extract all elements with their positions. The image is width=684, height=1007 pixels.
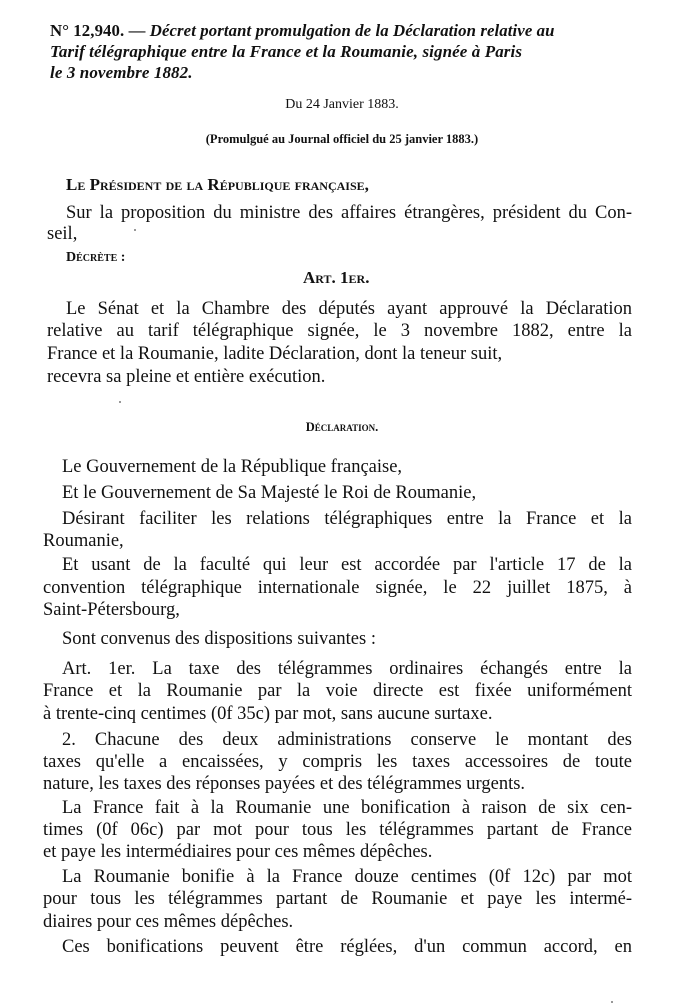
decree-title-line-1 xyxy=(50,22,632,39)
article-line-2: relative au tarif télégraphique signée, le 3 novembre 1882, entre la xyxy=(47,321,632,341)
decree-title-line-3: le 3 novembre 1882. xyxy=(50,63,193,82)
promulgation-note: (Promulgué au Journal officiel du 25 janvier 1883.) xyxy=(205,132,479,146)
declaration-line-20: diaires pour ces mêmes dépêches. xyxy=(43,912,294,932)
proposal-line-2: seil, xyxy=(47,224,78,244)
declaration-line-16: times (0f 06c) par mot pour tous les télégrammes partant de France xyxy=(43,820,632,840)
proposal-line-1: Sur la proposition du ministre des affaires étrangères, président du Con- xyxy=(66,203,632,223)
declaration-line-11: à trente-cinq centimes (0f 35c) par mot, sans aucune surtaxe. xyxy=(43,704,493,724)
decree-title-line-2: Tarif télégraphique entre la France et la Roumanie, signée à Paris xyxy=(50,42,523,61)
declaration-line-14: nature, les taxes des réponses payées et des télégrammes urgents. xyxy=(43,774,526,794)
declaration-line-5: Et usant de la faculté qui leur est accordée par l'article 17 de la xyxy=(62,555,632,575)
declaration-line-1: Le Gouvernement de la République française, xyxy=(62,457,403,477)
declaration-line-18: La Roumanie bonifie à la France douze centimes (0f 12c) par mot xyxy=(62,867,632,887)
declaration-line-19: pour tous les télégrammes partant de Roumanie et paye les intermé- xyxy=(43,889,632,909)
declaration-line-2: Et le Gouvernement de Sa Majesté le Roi de Roumanie, xyxy=(62,483,477,503)
president-line: Le Président de la République française, xyxy=(66,175,369,194)
article-line-1: Le Sénat et la Chambre des députés ayant approuvé la Déclaration xyxy=(66,299,632,319)
article-line-3: France et la Roumanie, ladite Déclaration, dont la teneur suit, xyxy=(47,344,503,364)
declaration-line-6: convention télégraphique internationale signée, le 22 juillet 1875, à xyxy=(43,578,632,598)
declaration-line-12: 2. Chacune des deux administrations conserve le montant des xyxy=(62,730,632,750)
decree-date: Du 24 Janvier 1883. xyxy=(285,97,399,112)
declaration-heading: Déclaration. xyxy=(305,420,379,434)
declaration-line-10: France et la Roumanie par la voie directe est fixée uniformément xyxy=(43,681,632,701)
declaration-line-17: et paye les intermédiaires pour ces mêmes dépêches. xyxy=(43,842,433,862)
declaration-line-8: Sont convenus des dispositions suivantes : xyxy=(62,629,376,649)
article-line-4: recevra sa pleine et entière exécution. xyxy=(47,367,326,387)
declaration-line-3: Désirant faciliter les relations télégraphiques entre la France et la xyxy=(62,509,632,529)
scan-speck xyxy=(134,229,136,231)
article-heading: Art. 1er. xyxy=(303,268,370,287)
scan-speck xyxy=(611,1001,613,1003)
declaration-line-13: taxes qu'elle a encaissées, y compris les taxes accessoires de toute xyxy=(43,752,632,772)
decree-title-text: Décret portant promulgation de la Déclaration relative au xyxy=(149,21,555,40)
declaration-line-7: Saint-Pétersbourg, xyxy=(43,600,180,620)
decree-number: N° 12,940. — xyxy=(50,21,146,40)
decrees-label: Décrète : xyxy=(66,250,126,265)
declaration-line-21: Ces bonifications peuvent être réglées, d'un commun accord, en xyxy=(62,937,632,957)
declaration-line-4: Roumanie, xyxy=(43,531,124,551)
scan-speck xyxy=(119,401,121,403)
declaration-line-9: Art. 1er. La taxe des télégrammes ordinaires échangés entre la xyxy=(62,659,632,679)
declaration-line-15: La France fait à la Roumanie une bonification à raison de six cen- xyxy=(62,798,632,818)
